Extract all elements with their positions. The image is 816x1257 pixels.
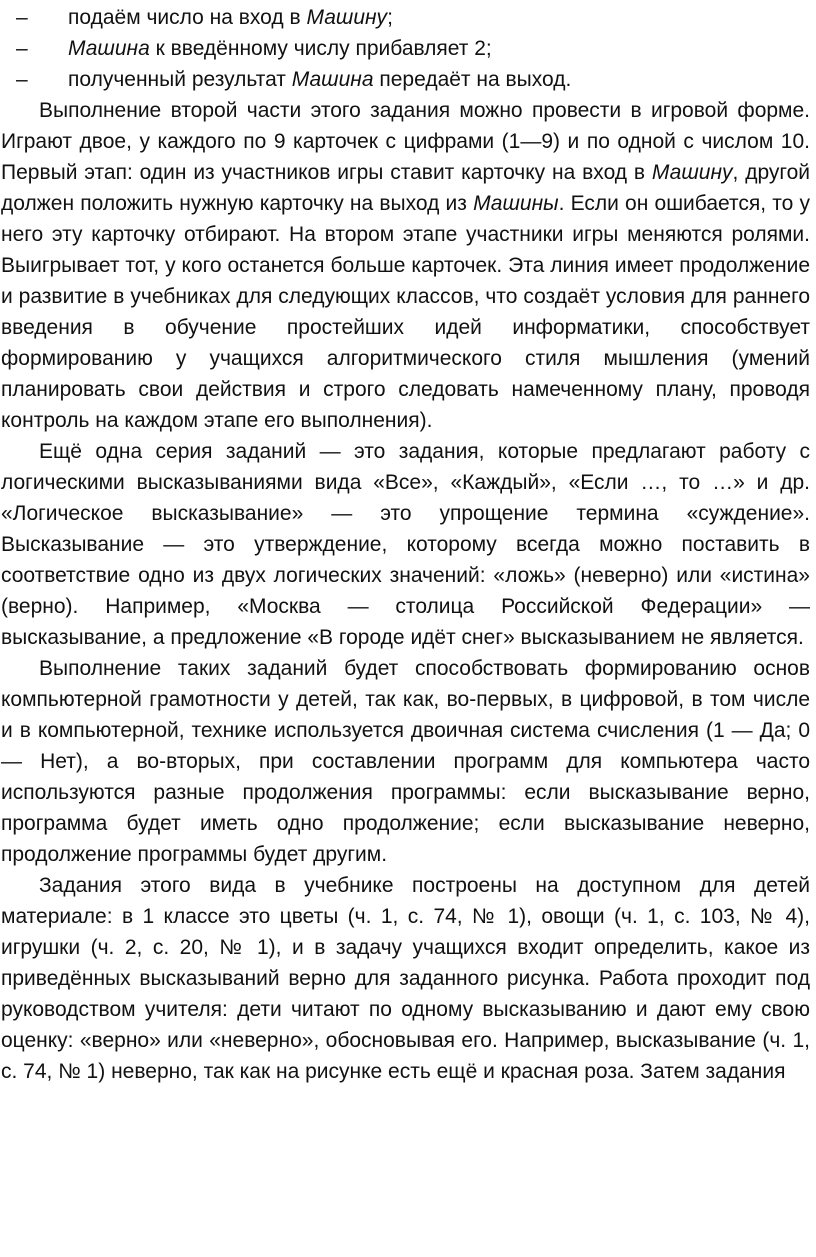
list-item [16,33,810,64]
list-item [16,64,810,95]
paragraph-emphasis: Машины [473,192,559,215]
list-item-emphasis: Машину [306,6,388,29]
paragraph-text: , другой должен положить нужную карточку на выход из [1,161,810,215]
paragraph-emphasis: Машину [651,161,733,184]
list-dash: – [16,37,28,60]
list-item-text: к введённому числу прибавляет 2; [149,37,492,60]
list-item-emphasis: Машина [291,68,374,91]
list-dash: – [16,68,28,91]
paragraph-text: . Если он ошибается, то у него эту карточку отбирают. На втором этапе участники игры меняются ролями. Выигрывает тот, у кого останется больше карточек. Эта линия имеет продолжение и развитие в учебниках для следующих классов, что создаёт условия для раннего введения в обучение простейших идей информатики, способствует формированию у учащихся алгоритмического стиля мышления (умений планировать свои действия и строго следовать намеченному плану, проводя контроль на каждом этапе его выполнения). [1,192,810,432]
paragraph-computer-literacy: Выполнение таких заданий будет способствовать формированию основ компьютерной грамотности у детей, так как, во-первых, в цифровой, в том числе и в компьютерной, технике используется двоичная система счисления (1 — Да; 0 — Нет), а во-вторых, при составлении программ для компьютера часто используются разные продолжения программы: если высказывание верно, программа будет иметь одно продолжение; если высказывание неверно, продолжение программы будет другим. [1,657,810,866]
list-item-text: полученный результат [68,68,292,91]
list-item-text: ; [387,6,393,29]
paragraph-logic-statements: Ещё одна серия заданий — это задания, которые предлагают работу с логическими высказываниями вида «Все», «Каждый», «Если …, то …» и др. «Логическое высказывание» — это упрощение термина «суждение». Высказывание — это утверждение, которому всегда можно поставить в соответствие одно из двух логических значений: «ложь» (неверно) или «истина» (верно). Например, «Москва — столица Российской Федерации» — высказывание, а предложение «В городе идёт снег» высказыванием не является. [1,440,810,649]
list-item [16,2,810,33]
list-item-text: подаём число на вход в [68,6,307,29]
paragraph-textbook-tasks: Задания этого вида в учебнике построены на доступном для детей материале: в 1 классе это цветы (ч. 1, с. 74, № 1), овощи (ч. 1, с. 103, № 4), игрушки (ч. 2, с. 20, № 1), и в задачу учащихся входит определить, какое из приведённых высказываний верно для заданного рисунка. Работа проходит под руководством учителя: дети читают по одному высказыванию и дают ему свою оценку: «верно» или «неверно», обосновывая его. Например, высказывание (ч. 1, с. 74, № 1) неверно, так как на рисунке есть ещё и красная роза. Затем задания [1,874,810,1083]
paragraph-text: Выполнение второй части этого задания можно провести в игровой форме. Играют двое, у каждого по 9 карточек с цифрами (1—9) и по одной с числом 10. Первый этап: один из участников игры ставит карточку на вход в [1,99,810,184]
list-item-emphasis: Машина [68,37,150,60]
list-item-text: передаёт на выход. [373,68,572,91]
list-dash: – [16,6,28,29]
paragraph-game [1,95,810,436]
